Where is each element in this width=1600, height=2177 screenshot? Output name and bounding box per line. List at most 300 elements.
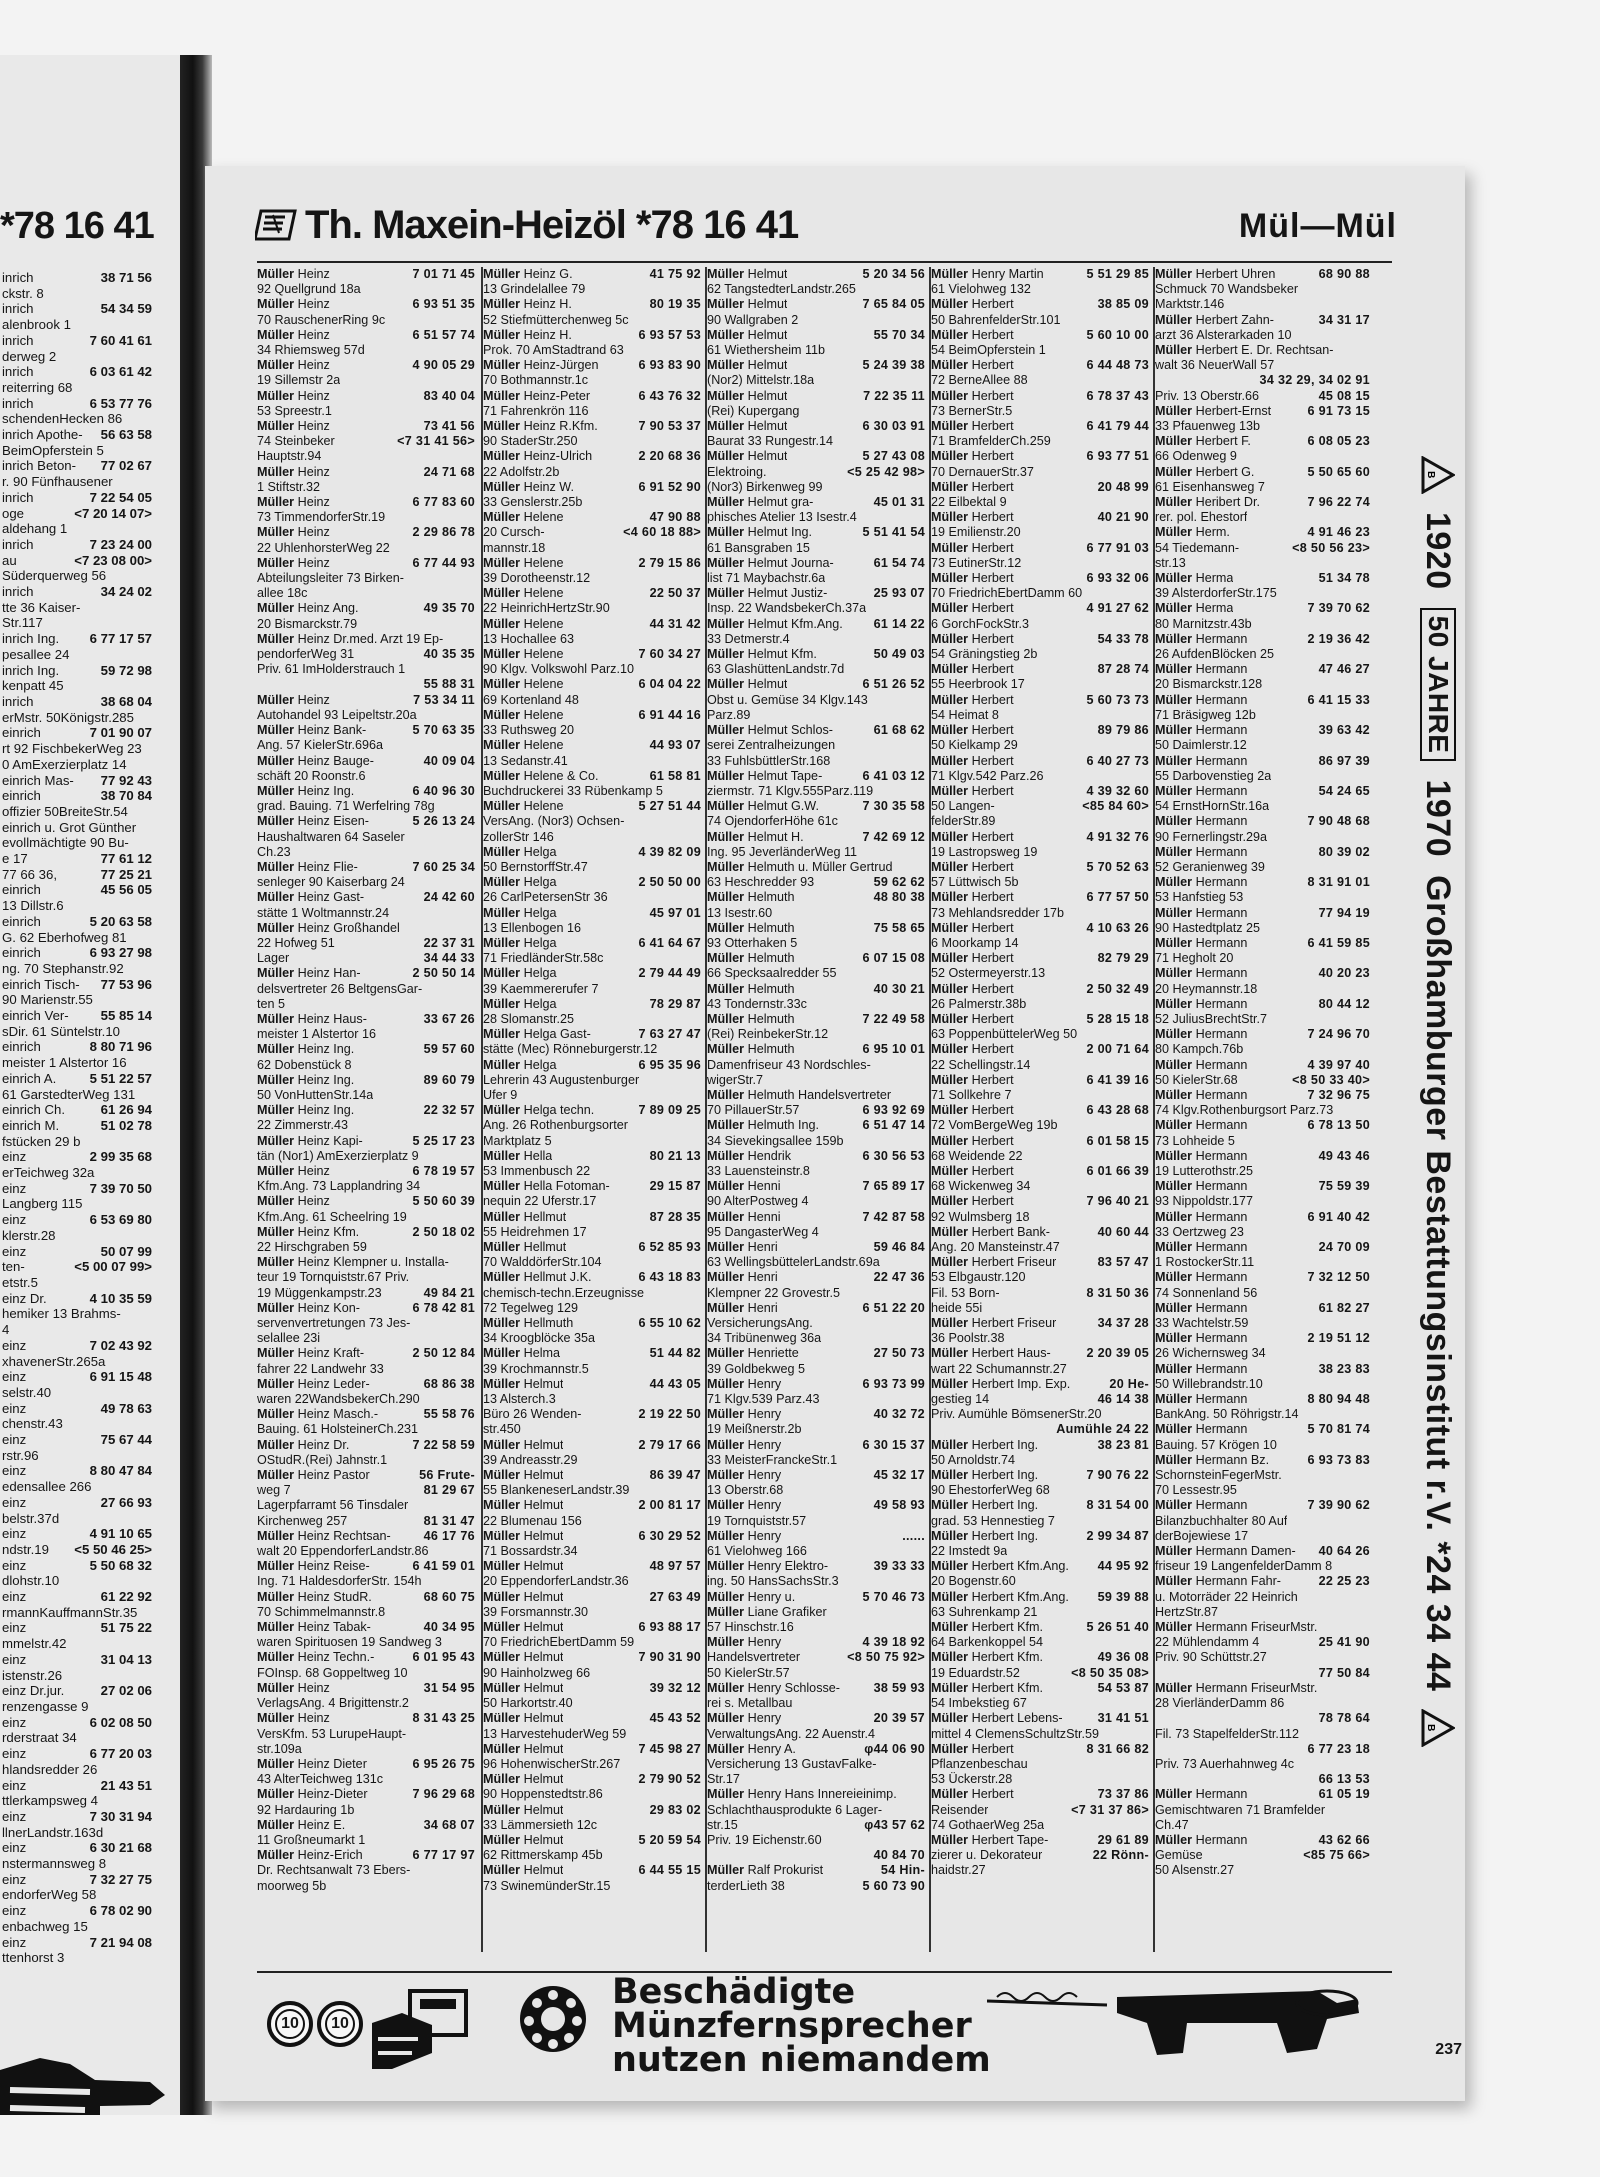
- entry-text: 73 BernerStr.5: [931, 403, 1013, 418]
- entry-phone: 55 58 76: [423, 1407, 475, 1422]
- directory-entry: [257, 662, 475, 677]
- left-entry-phone: 7 39 70 50: [89, 1180, 152, 1196]
- entry-text: Müller Helga: [483, 905, 557, 920]
- left-entry-phone: 6 77 20 03: [89, 1746, 152, 1762]
- entry-phone: 6 41 15 33: [1307, 692, 1370, 707]
- directory-entry: [707, 1240, 925, 1255]
- directory-entry: [707, 1468, 925, 1483]
- directory-entry: [707, 966, 925, 981]
- entry-text: phisches Atelier 13 Isestr.4: [707, 510, 857, 525]
- entry-text: Müller Hellmut: [483, 1240, 567, 1254]
- directory-entry: [257, 814, 475, 829]
- directory-entry: [1155, 1088, 1370, 1103]
- directory-entry: [257, 1255, 475, 1270]
- entry-text: Schlachthausprodukte 6 Lager-: [707, 1802, 883, 1817]
- directory-entry: [707, 328, 925, 343]
- entry-phone: 5 60 73 73: [1086, 692, 1149, 707]
- entry-text: Müller Heinz-Ulrich: [483, 449, 593, 464]
- entry-phone: 6 95 35 96: [638, 1057, 701, 1072]
- left-entry-name: 0 AmExerzierplatz 14: [2, 756, 127, 772]
- entry-text: Müller Hermann Fahr-: [1155, 1574, 1281, 1589]
- entry-text: Müller Hermann Damen-: [1155, 1544, 1296, 1559]
- entry-text: 63 WellingsbüttelerLandstr.69a: [707, 1255, 880, 1270]
- directory-entry: [707, 1453, 925, 1468]
- entry-text: 54 Tiedemann-: [1155, 540, 1240, 555]
- left-list-item: [2, 1495, 152, 1511]
- entry-text: Bauing. 57 Krögen 10: [1155, 1437, 1277, 1452]
- left-entry-name: einz: [2, 1777, 27, 1793]
- directory-entry: [483, 1149, 701, 1164]
- entry-text: friseur 19 LangenfelderDamm 8: [1155, 1559, 1333, 1574]
- left-list-item: [2, 1652, 152, 1668]
- entry-text: 73 TimmendorferStr.19: [257, 510, 386, 525]
- left-list-item: [2, 1668, 152, 1684]
- directory-entry: [931, 1362, 1149, 1377]
- left-list-item: [2, 1008, 152, 1024]
- entry-text: Müller Heinz E.: [257, 1817, 346, 1832]
- left-entry-phone: 59 72 98: [100, 662, 152, 678]
- left-list-item: [2, 1636, 152, 1652]
- entry-phone: <8 50 35 08>: [1071, 1665, 1149, 1680]
- entry-phone: 34 32 29, 34 02 91: [1259, 373, 1370, 388]
- directory-entry: [931, 1681, 1149, 1696]
- entry-text: Müller Helmut: [483, 1741, 564, 1756]
- entry-text: Müller Heinz Kraft-: [257, 1346, 365, 1361]
- directory-entry: [707, 556, 925, 571]
- left-list-item: [2, 1275, 152, 1291]
- left-list-item: [2, 1479, 152, 1495]
- directory-entry: [257, 1240, 475, 1255]
- left-list-item: [2, 1605, 152, 1621]
- entry-text: Müller Herbert Ing.: [931, 1528, 1039, 1543]
- entry-text: Müller Henri: [707, 1240, 778, 1254]
- entry-text: Müller Heribert Dr.: [1155, 495, 1260, 510]
- directory-entry: [1155, 708, 1370, 723]
- directory-entry: [483, 525, 701, 540]
- entry-phone: 4 91 46 23: [1307, 525, 1370, 540]
- entry-text: Müller Herbert: [931, 829, 1014, 844]
- directory-entry: [1155, 1407, 1370, 1422]
- entry-text: Müller Helmuth: [707, 981, 795, 996]
- directory-entry: [931, 586, 1149, 601]
- directory-entry: [1155, 419, 1370, 434]
- directory-entry: [707, 754, 925, 769]
- entry-text: serei Zentralheizungen: [707, 738, 836, 753]
- directory-entry: [257, 1331, 475, 1346]
- entry-text: 71 BramfelderCh.259: [931, 434, 1051, 449]
- directory-entry: [707, 723, 925, 738]
- directory-entry: [257, 738, 475, 753]
- directory-entry: [931, 1620, 1149, 1635]
- left-entry-phone: 77 02 67: [100, 458, 152, 474]
- entry-text: pendorferWeg 31: [257, 647, 355, 662]
- left-entry-name: einz: [2, 1337, 27, 1353]
- directory-entry: [931, 1422, 1149, 1437]
- left-entry-name: rt 92 FischbekerWeg 23: [2, 741, 142, 757]
- left-entry-name: endorferWeg 58: [2, 1887, 97, 1903]
- entry-phone: 45 32 17: [873, 1468, 925, 1483]
- entry-phone: 83 57 47: [1097, 1255, 1149, 1270]
- entry-text: 34 Rhiemsweg 57d: [257, 343, 365, 358]
- directory-entry: [483, 662, 701, 677]
- entry-text: stätte 1 Woltmannstr.24: [257, 905, 390, 920]
- directory-entry: [931, 373, 1149, 388]
- entry-text: Müller Heinz Leder-: [257, 1376, 370, 1391]
- left-entry-name: 13 Dillstr.6: [2, 898, 64, 914]
- entry-phone: 6 41 59 85: [1307, 935, 1370, 950]
- left-entry-name: einrich Ver-: [2, 1008, 69, 1024]
- entry-phone: 5 70 52 63: [1086, 859, 1149, 874]
- entry-text: (Nor3) Birkenweg 99: [707, 479, 823, 494]
- directory-entry: [257, 799, 475, 814]
- directory-entry: [931, 1787, 1149, 1802]
- directory-entry: [707, 1727, 925, 1742]
- left-entry-name: einz: [2, 1212, 27, 1228]
- entry-text: haidstr.27: [931, 1863, 986, 1878]
- directory-entry: [931, 754, 1149, 769]
- left-entry-phone: 51 75 22: [100, 1620, 152, 1636]
- directory-entry: [257, 647, 475, 662]
- directory-entry: [257, 1225, 475, 1240]
- entry-text: Müller Hermann: [1155, 1209, 1248, 1224]
- left-entry-name: einrich: [2, 945, 41, 961]
- entry-phone: 55 88 31: [423, 677, 475, 692]
- entry-phone: 59 57 60: [423, 1042, 475, 1057]
- left-list-item: [2, 663, 152, 679]
- entry-phone: 6 93 57 53: [638, 327, 701, 342]
- entry-text: Müller Herma: [1155, 601, 1234, 616]
- directory-entry: [707, 1863, 925, 1878]
- entry-text: Müller Herbert Tape-: [931, 1832, 1049, 1847]
- entry-phone: 47 46 27: [1318, 662, 1370, 677]
- left-entry-name: einrich A.: [2, 1070, 57, 1086]
- entry-text: HertzStr.87: [1155, 1604, 1218, 1619]
- entry-text: Müller Helene: [483, 738, 564, 753]
- entry-text: Müller Herbert-Ernst: [1155, 403, 1272, 418]
- entry-text: Müller Helmut: [707, 267, 788, 281]
- entry-text: Müller Hermann: [1155, 692, 1248, 707]
- left-list-item: [2, 882, 152, 898]
- left-list-item: [2, 1511, 152, 1527]
- directory-entry: [931, 936, 1149, 951]
- entry-text: Müller Helmut: [483, 1772, 564, 1787]
- left-list-item: [2, 1354, 152, 1370]
- directory-entry: [1155, 723, 1370, 738]
- entry-text: 74 OjendorferHöhe 61c: [707, 814, 838, 829]
- entry-phone: 5 27 51 44: [638, 799, 701, 814]
- directory-entry: [707, 936, 925, 951]
- entry-text: Müller Herbert Kfm.Ang.: [931, 1589, 1069, 1604]
- entry-text: Müller Heinz Tabak-: [257, 1620, 371, 1635]
- left-entry-phone: 77 92 43: [100, 772, 152, 788]
- entry-phone: 6 93 73 83: [1307, 1452, 1370, 1467]
- directory-entry: [483, 571, 701, 586]
- entry-phone: 45 08 15: [1318, 388, 1370, 403]
- directory-entry: [257, 1422, 475, 1437]
- entry-text: VerwaltungsAng. 22 Auenstr.4: [707, 1726, 876, 1741]
- directory-entry: [1155, 1620, 1370, 1635]
- directory-entry: [483, 328, 701, 343]
- directory-entry: [257, 1118, 475, 1133]
- entry-text: Müller Helmut Kfm.: [707, 647, 817, 662]
- entry-phone: <8 50 33 40>: [1292, 1072, 1370, 1087]
- entry-text: Müller Ralf Prokurist: [707, 1863, 824, 1878]
- left-entry-phone: 7 23 24 00: [89, 536, 152, 552]
- left-entry-name: einz: [2, 1934, 27, 1950]
- directory-entry: [931, 647, 1149, 662]
- directory-entry: [707, 1392, 925, 1407]
- directory-entry: [1155, 1331, 1370, 1346]
- directory-entry: [257, 495, 475, 510]
- directory-entry: [707, 677, 925, 692]
- left-page-list: [2, 270, 152, 1966]
- directory-entry: [1155, 465, 1370, 480]
- directory-entry: [483, 1787, 701, 1802]
- entry-text: 13 Ellenbogen 16: [483, 920, 582, 935]
- entry-text: Ang. 20 Mansteinstr.47: [931, 1240, 1060, 1254]
- directory-entry: [707, 1605, 925, 1620]
- entry-text: Müller Herbert: [931, 327, 1014, 342]
- entry-text: 92 Wulmsberg 18: [931, 1209, 1030, 1224]
- entry-text: 61 Vielohweg 132: [931, 282, 1031, 297]
- entry-text: Müller Herbert Ing.: [931, 1498, 1039, 1513]
- directory-entry: [483, 1103, 701, 1118]
- entry-phone: 4 39 97 40: [1307, 1057, 1370, 1072]
- left-entry-name: einrich: [2, 882, 41, 898]
- directory-entry: [1155, 693, 1370, 708]
- directory-entry: [483, 404, 701, 419]
- directory-entry: [931, 617, 1149, 632]
- left-entry-name: derweg 2: [2, 348, 57, 364]
- entry-text: Müller Helene: [483, 647, 564, 662]
- entry-phone: 4 90 05 29: [412, 358, 475, 373]
- entry-text: Müller Herbert Imp. Exp.: [931, 1376, 1071, 1391]
- entry-text: Müller Henry: [707, 1711, 782, 1726]
- entry-text: 19 Tornquiststr.57: [707, 1513, 807, 1528]
- left-entry-name: 90 Marienstr.55: [2, 992, 93, 1008]
- left-entry-phone: 38 71 56: [100, 270, 152, 285]
- entry-text: Müller Hermann: [1155, 631, 1248, 646]
- directory-entry: [1155, 1605, 1370, 1620]
- directory-entry: [1155, 282, 1370, 297]
- left-list-item: [2, 1024, 152, 1040]
- directory-entry: [257, 449, 475, 464]
- entry-text: Müller Henry u.: [707, 1589, 796, 1604]
- entry-phone: 5 50 65 60: [1307, 464, 1370, 479]
- entry-phone: 68 86 38: [423, 1376, 475, 1391]
- directory-entry: [707, 1042, 925, 1057]
- entry-text: 68 Wickenweg 34: [931, 1179, 1031, 1194]
- directory-entry: [257, 921, 475, 936]
- entry-phone: 8 31 54 00: [1086, 1498, 1149, 1513]
- left-list-item: [2, 851, 152, 867]
- directory-entry: [931, 1529, 1149, 1544]
- entry-text: teur 19 Tornquiststr.67 Priv.: [257, 1270, 410, 1285]
- directory-entry: [483, 1803, 701, 1818]
- ad-slogan: [612, 1972, 991, 2080]
- directory-entry: [707, 434, 925, 449]
- entry-text: 33 Wachtelstr.59: [1155, 1316, 1249, 1331]
- entry-text: 54 Heimat 8: [931, 707, 999, 722]
- entry-phone: 8 31 91 01: [1307, 875, 1370, 890]
- entry-text: Insp. 22 WandsbekerCh.37a: [707, 601, 867, 616]
- directory-entry: [257, 480, 475, 495]
- entry-phone: 80 44 12: [1318, 996, 1370, 1011]
- directory-entry: [707, 1088, 925, 1103]
- entry-text: Müller Heinz: [257, 327, 330, 342]
- page-header: [255, 203, 1445, 251]
- left-entry-name: einz: [2, 1180, 27, 1196]
- entry-phone: 8 31 43 25: [412, 1711, 475, 1726]
- directory-entry: [931, 723, 1149, 738]
- entry-text: Müller Henriette: [707, 1346, 799, 1361]
- directory-entry: [707, 1362, 925, 1377]
- entry-phone: 6 91 40 42: [1307, 1209, 1370, 1224]
- directory-entry: [483, 1134, 701, 1149]
- entry-text: weg 7: [257, 1483, 291, 1498]
- entry-phone: 2 79 17 66: [638, 1437, 701, 1452]
- directory-entry: [931, 1164, 1149, 1179]
- entry-phone: 7 90 31 90: [638, 1650, 701, 1665]
- entry-text: 52 Stiefmütterchenweg 5c: [483, 312, 629, 327]
- entry-phone: 6 95 10 01: [862, 1042, 925, 1057]
- entry-text: 43 AlterTeichweg 131c: [257, 1772, 384, 1787]
- directory-entry: [483, 1468, 701, 1483]
- entry-text: 73 Mehlandsredder 17b: [931, 905, 1065, 920]
- entry-phone: 6 78 37 43: [1086, 388, 1149, 403]
- directory-entry: [1155, 966, 1370, 981]
- entry-text: 62 Rittmerskamp 45b: [483, 1848, 603, 1863]
- directory-entry: [931, 1650, 1149, 1665]
- directory-entry: [257, 465, 475, 480]
- directory-entry: [707, 282, 925, 297]
- entry-text: Müller Herbert: [931, 1163, 1014, 1178]
- directory-entry: [483, 647, 701, 662]
- directory-entry: [707, 525, 925, 540]
- directory-entry: [1155, 1134, 1370, 1149]
- entry-text: Müller Helene: [483, 707, 564, 722]
- directory-entry: [257, 1742, 475, 1757]
- directory-entry: [1155, 1711, 1370, 1726]
- entry-text: 50 Daimlerstr.12: [1155, 738, 1247, 753]
- directory-entry: [931, 814, 1149, 829]
- directory-entry: [707, 449, 925, 464]
- directory-entry: [707, 510, 925, 525]
- directory-entry: [931, 1863, 1149, 1878]
- directory-entry: [931, 1179, 1149, 1194]
- directory-entry: [483, 936, 701, 951]
- directory-entry: [931, 541, 1149, 556]
- entry-text: 72 BerneAllee 88: [931, 373, 1028, 388]
- entry-text: Müller Helga: [483, 844, 557, 859]
- directory-entry: [483, 1407, 701, 1422]
- directory-entry: [257, 997, 475, 1012]
- directory-entry: [483, 982, 701, 997]
- directory-entry: [1155, 1666, 1370, 1681]
- entry-phone: 7 63 27 47: [638, 1027, 701, 1042]
- directory-entry: [931, 1392, 1149, 1407]
- entry-phone: 38 23 83: [1318, 1361, 1370, 1376]
- entry-text: 61 Vielohweg 166: [707, 1544, 807, 1559]
- entry-text: 53 Ückerstr.28: [931, 1772, 1013, 1787]
- entry-text: 33 Lämmersieth 12c: [483, 1817, 598, 1832]
- directory-entry: [483, 1255, 701, 1270]
- entry-phone: 44 43 05: [649, 1376, 701, 1391]
- entry-phone: 7 90 53 37: [638, 419, 701, 434]
- directory-entry: [483, 389, 701, 404]
- entry-phone: 7 96 29 68: [412, 1787, 475, 1802]
- entry-phone: 4 10 63 26: [1086, 920, 1149, 935]
- entry-text: 36 Poolstr.38: [931, 1331, 1005, 1346]
- directory-entry: [257, 1650, 475, 1665]
- directory-entry: [931, 1803, 1149, 1818]
- directory-entry: [257, 860, 475, 875]
- entry-text: Müller Herbert: [931, 358, 1014, 373]
- directory-entry: [931, 1711, 1149, 1726]
- entry-phone: 47 90 88: [649, 510, 701, 525]
- entry-phone: 22 25 23: [1318, 1574, 1370, 1589]
- entry-phone: 56 Frute-: [419, 1468, 475, 1483]
- directory-entry: [931, 389, 1149, 404]
- entry-phone: 2 20 39 05: [1086, 1346, 1149, 1361]
- left-entry-phone: 5 51 22 57: [89, 1070, 152, 1086]
- left-entry-name: einz: [2, 1746, 27, 1762]
- directory-entry: [707, 571, 925, 586]
- directory-entry: [1155, 1772, 1370, 1787]
- directory-entry: [257, 1590, 475, 1605]
- entry-text: Müller Helga: [483, 875, 557, 890]
- directory-entry: [257, 1194, 475, 1209]
- entry-text: 92 Quellgrund 18a: [257, 282, 361, 297]
- entry-text: Marktstr.146: [1155, 297, 1225, 312]
- directory-entry: [257, 1711, 475, 1726]
- entry-text: Müller Heinz-Erich: [257, 1848, 363, 1863]
- entry-text: Müller Henry Schlosse-: [707, 1680, 840, 1695]
- entry-phone: ......: [902, 1528, 925, 1543]
- entry-phone: 6 04 04 22: [638, 677, 701, 692]
- entry-text: Müller Heinz: [257, 297, 330, 312]
- directory-entry: [257, 1362, 475, 1377]
- entry-text: walt 36 NeuerWall 57: [1155, 358, 1275, 373]
- entry-text: 55 Heerbrook 17: [931, 677, 1025, 692]
- left-entry-name: istenstr.26: [2, 1667, 63, 1683]
- entry-phone: 2 50 18 02: [412, 1224, 475, 1239]
- left-page-header: *78 16 41: [0, 205, 154, 247]
- entry-text: Müller Hermann: [1155, 1270, 1248, 1285]
- entry-text: 33 Genslerstr.25b: [483, 495, 583, 510]
- entry-text: Müller Hermann: [1155, 1361, 1248, 1376]
- directory-entry: [931, 1666, 1149, 1681]
- directory-entry: [257, 784, 475, 799]
- entry-text: 50 VonHuttenStr.14a: [257, 1087, 374, 1102]
- left-entry-phone: 51 02 78: [100, 1117, 152, 1133]
- entry-text: Müller Herbert: [931, 783, 1014, 798]
- directory-entry: [483, 1164, 701, 1179]
- directory-entry: [483, 723, 701, 738]
- left-list-item: [2, 977, 152, 993]
- entry-text: Müller Helga Gast-: [483, 1027, 591, 1042]
- left-entry-phone: 56 63 58: [100, 427, 152, 443]
- entry-text: Müller Helmuth: [707, 890, 795, 905]
- directory-entry: [257, 951, 475, 966]
- entry-text: Müller Helmut: [707, 419, 788, 434]
- left-entry-name: erMstr. 50Königstr.285: [2, 709, 134, 725]
- entry-phone: 61 82 27: [1318, 1300, 1370, 1315]
- entry-text: Priv. 73 Auerhahnweg 4c: [1155, 1756, 1295, 1771]
- left-entry-name: einz: [2, 1243, 27, 1259]
- entry-text: Müller Herbert: [931, 571, 1014, 586]
- entry-text: 13 Alsterch.3: [483, 1392, 556, 1407]
